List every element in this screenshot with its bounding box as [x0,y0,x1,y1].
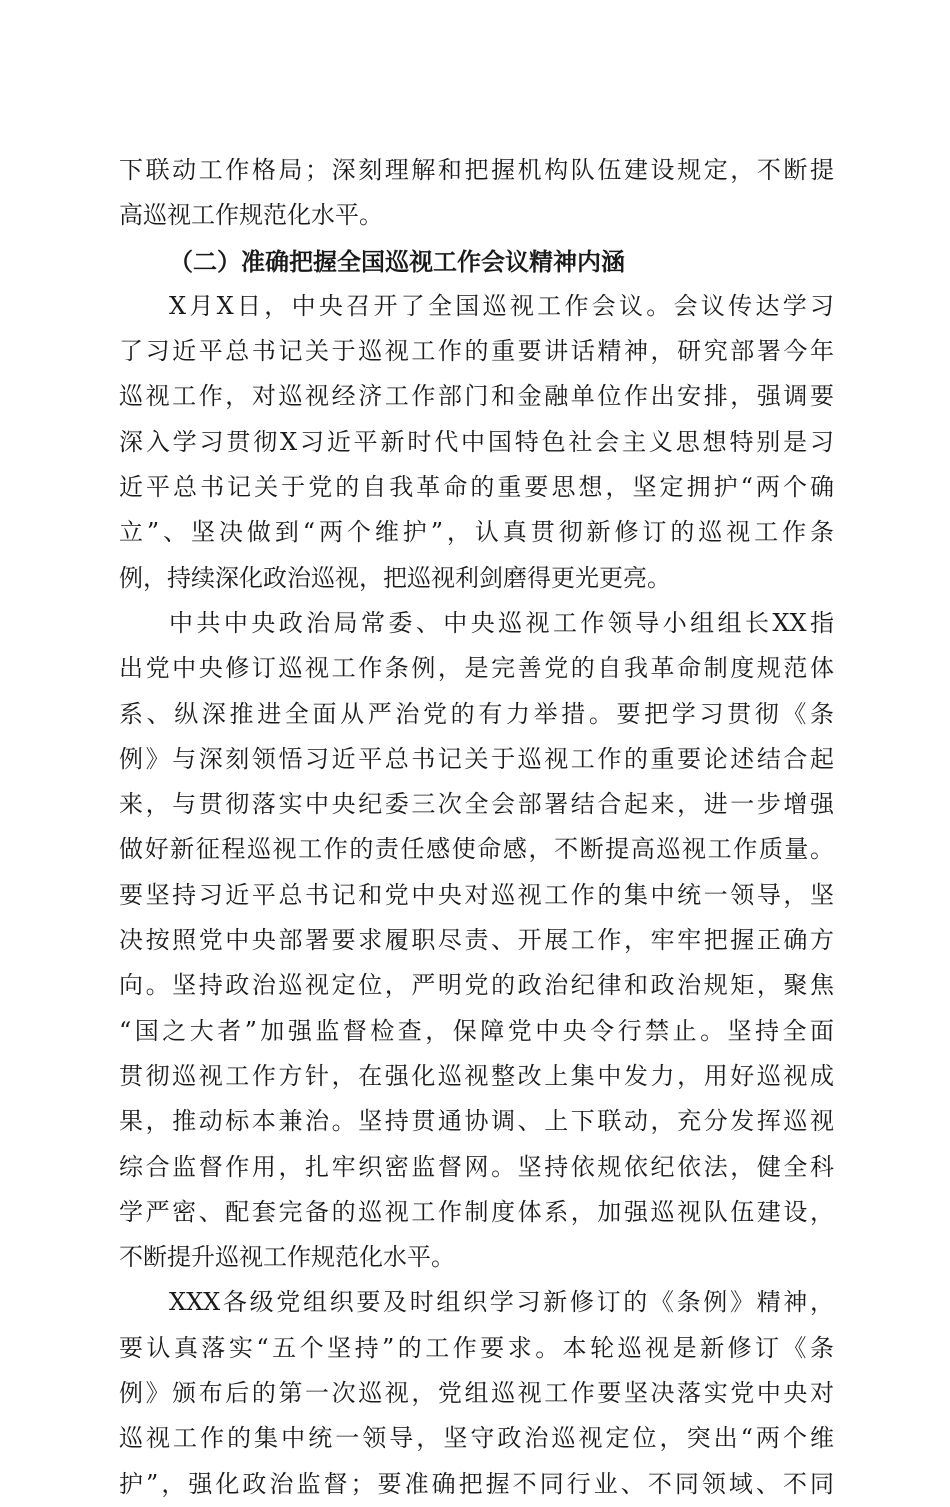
text-line: 巡视工作，对巡视经济工作部门和金融单位作出安排，强调要 [119,382,834,411]
text-line: 例，持续深化政治巡视，把巡视利剑磨得更光更亮。 [119,563,671,592]
document-body [119,148,834,1507]
text-line: 要坚持习近平总书记和党中央对巡视工作的集中统一领导，坚 [119,880,834,909]
text-line: 系、纵深推进全面从严治党的有力举措。要把学习贯彻《条 [119,699,834,728]
text-line: 深入学习贯彻X习近平新时代中国特色社会主义思想特别是习 [119,427,834,456]
text-line: 学严密、配套完备的巡视工作制度体系，加强巡视队伍建设， [119,1197,834,1226]
text-line: 下联动工作格局；深刻理解和把握机构队伍建设规定，不断提 [119,156,834,184]
text-line: 出党中央修订巡视工作条例，是完善党的自我革命制度规范体 [119,654,834,683]
text-line: 要认真落实“五个坚持”的工作要求。本轮巡视是新修订《条 [119,1333,834,1362]
text-line: 中共中央政治局常委、中央巡视工作领导小组组长XX指 [169,608,834,637]
text-line: 高巡视工作规范化水平。 [119,201,383,230]
text-line: 贯彻巡视工作方针，在强化巡视整改上集中发力，用好巡视成 [119,1061,834,1090]
text-line: 例》颁布后的第一次巡视，党组巡视工作要坚决落实党中央对 [119,1379,834,1408]
text-line: XXX各级党组织要及时组织学习新修订的《条例》精神， [169,1288,834,1317]
section-heading: （二）准确把握全国巡视工作会议精神内涵 [169,246,625,276]
text-line: 做好新征程巡视工作的责任感使命感，不断提高巡视工作质量。 [119,835,834,864]
text-line: “国之大者”加强监督检查，保障党中央令行禁止。坚持全面 [119,1016,834,1045]
text-line: 向。坚持政治巡视定位，严明党的政治纪律和政治规矩，聚焦 [119,971,834,1000]
text-line: X月X日，中央召开了全国巡视工作会议。会议传达学习 [169,291,834,320]
text-line: 果，推动标本兼治。坚持贯通协调、上下联动，充分发挥巡视 [119,1107,834,1136]
text-line: 了习近平总书记关于巡视工作的重要讲话精神，研究部署今年 [119,337,834,366]
text-line: 不断提升巡视工作规范化水平。 [119,1243,455,1272]
text-line: 来，与贯彻落实中央纪委三次全会部署结合起来，进一步增强 [119,790,834,819]
text-line: 巡视工作的集中统一领导，坚守政治巡视定位，突出“两个维 [119,1424,834,1453]
text-line: 护”，强化政治监督；要准确把握不同行业、不同领域、不同 [119,1469,834,1498]
text-line: 决按照党中央部署要求履职尽责、开展工作，牢牢把握正确方 [119,926,834,955]
text-line: 例》与深刻领悟习近平总书记关于巡视工作的重要论述结合起 [119,744,834,773]
text-line: 近平总书记关于党的自我革命的重要思想，坚定拥护“两个确 [119,473,834,502]
text-line: 立”、坚决做到“两个维护”，认真贯彻新修订的巡视工作条 [119,518,834,547]
text-line: 综合监督作用，扎牢织密监督网。坚持依规依纪依法，健全科 [119,1152,834,1181]
